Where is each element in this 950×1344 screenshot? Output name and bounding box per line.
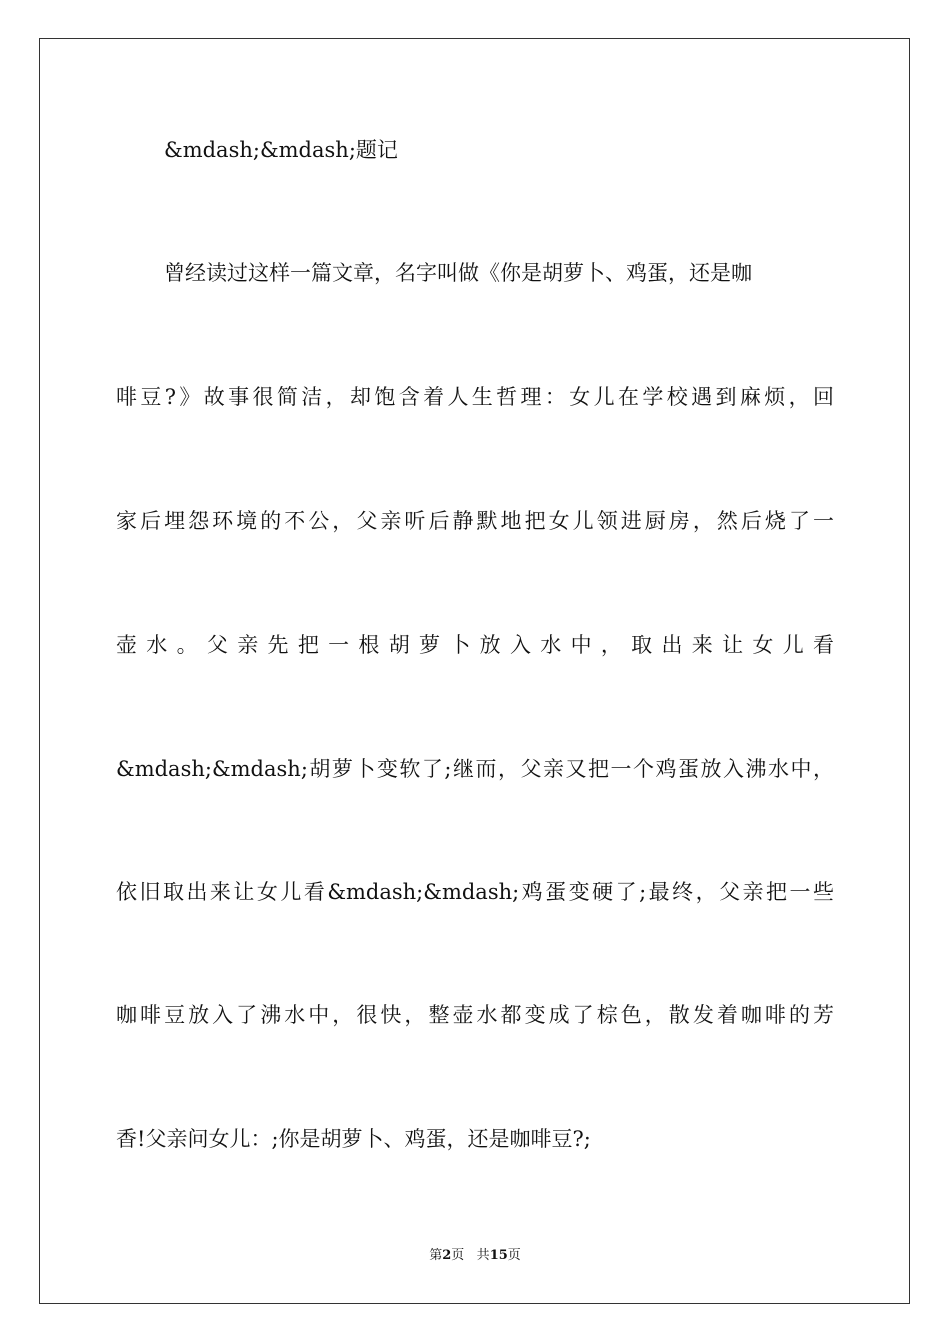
text-line-9: 香!父亲问女儿：;你是胡萝卜、鸡蛋，还是咖啡豆?; [116,1127,591,1151]
footer-total-prefix: 共 [476,1248,490,1263]
footer-total-pages: 15 [489,1248,508,1263]
footer-page-suffix: 页 [451,1248,465,1263]
text-line-6: &mdash;&mdash;胡萝卜变软了;继而，父亲又把一个鸡蛋放入沸水中， [116,757,834,781]
text-line-7: 依旧取出来让女儿看&mdash;&mdash;鸡蛋变硬了;最终，父亲把一些 [116,880,834,904]
text-line-3: 啡豆?》故事很简洁，却饱含着人生哲理：女儿在学校遇到麻烦，回 [116,385,834,409]
text-line-2: 曾经读过这样一篇文章，名字叫做《你是胡萝卜、鸡蛋，还是咖 [164,261,752,285]
footer-page-number: 2 [442,1248,452,1263]
text-line-1: &mdash;&mdash;题记 [164,138,398,162]
page-frame [39,38,910,1304]
text-line-4: 家后埋怨环境的不公，父亲听后静默地把女儿领进厨房，然后烧了一 [116,509,834,533]
footer-total-suffix: 页 [507,1248,521,1263]
page-footer [0,1247,950,1265]
footer-page-prefix: 第 [429,1248,443,1263]
text-line-5: 壶水。父亲先把一根胡萝卜放入水中，取出来让女儿看 [116,633,834,657]
text-line-8: 咖啡豆放入了沸水中，很快，整壶水都变成了棕色，散发着咖啡的芳 [116,1003,834,1027]
